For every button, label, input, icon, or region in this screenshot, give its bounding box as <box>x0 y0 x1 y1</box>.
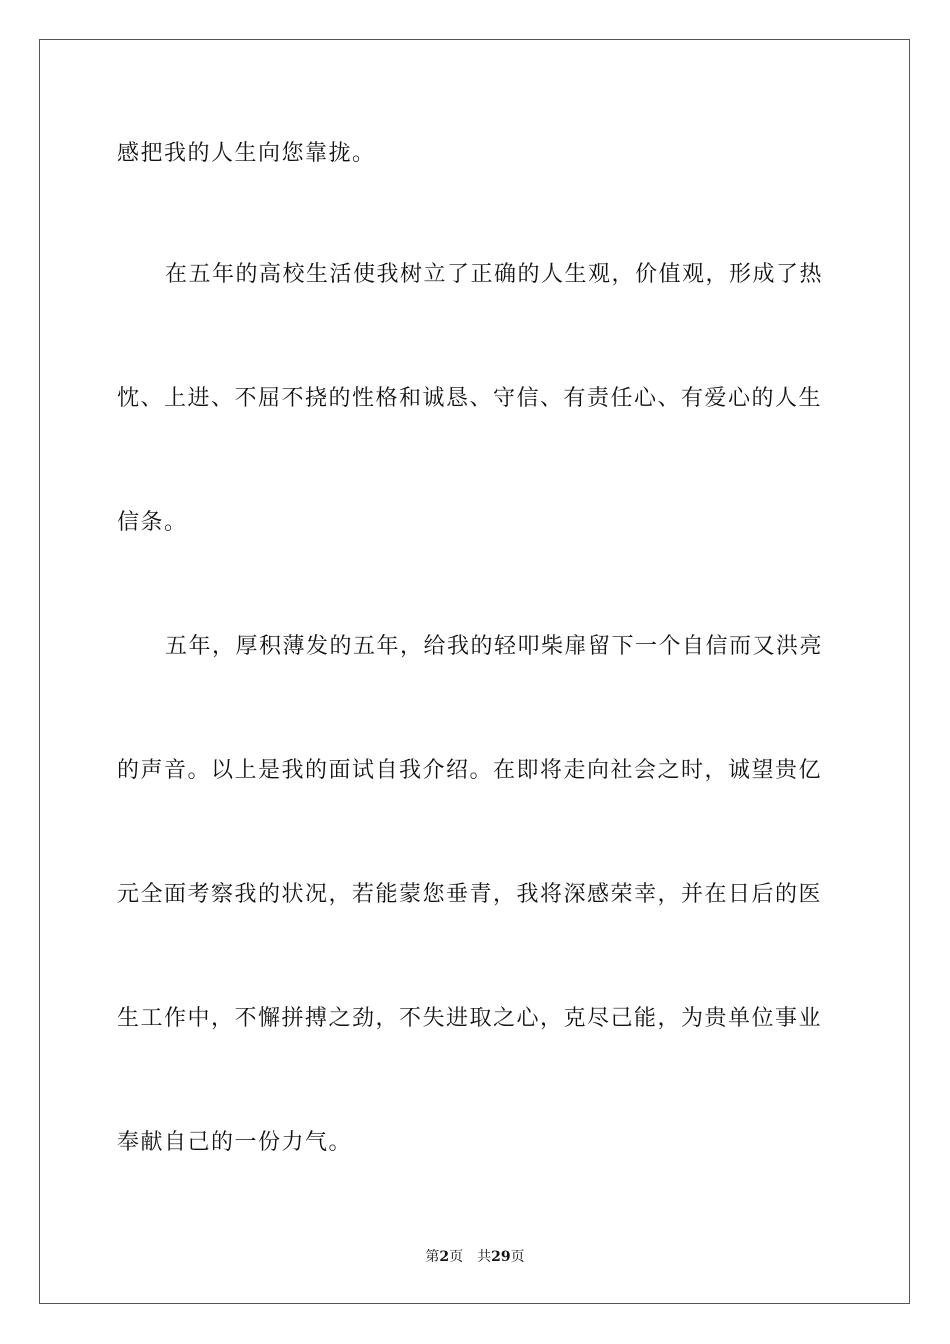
page-prefix: 第 <box>425 1249 440 1265</box>
text-line-7: 元全面考察我的状况，若能蒙您垂青，我将深感荣幸，并在日后的医 <box>117 882 823 907</box>
text-line-6: 的声音。以上是我的面试自我介绍。在即将走向社会之时，诚望贵亿 <box>117 758 823 783</box>
page-number: 2 <box>439 1249 450 1265</box>
page-footer <box>0 1247 950 1267</box>
text-line-8: 生工作中，不懈拼搏之劲，不失进取之心，克尽己能，为贵单位事业 <box>117 1006 823 1031</box>
text-line-4: 信条。 <box>117 510 188 535</box>
total-prefix: 共 <box>477 1249 492 1265</box>
paragraph-start-line-2: 在五年的高校生活使我树立了正确的人生观，价值观，形成了热 <box>165 262 824 287</box>
total-suffix: 页 <box>510 1249 525 1265</box>
text-line-1: 感把我的人生向您靠拢。 <box>117 141 376 166</box>
page-border <box>39 39 910 1304</box>
text-line-9: 奉献自己的一份力气。 <box>117 1130 353 1155</box>
page-suffix: 页 <box>449 1249 464 1265</box>
total-pages: 29 <box>491 1249 511 1265</box>
text-line-3: 忱、上进、不屈不挠的性格和诚恳、守信、有责任心、有爱心的人生 <box>117 386 823 411</box>
paragraph-start-line-5: 五年，厚积薄发的五年，给我的轻叩柴扉留下一个自信而又洪亮 <box>165 634 824 659</box>
